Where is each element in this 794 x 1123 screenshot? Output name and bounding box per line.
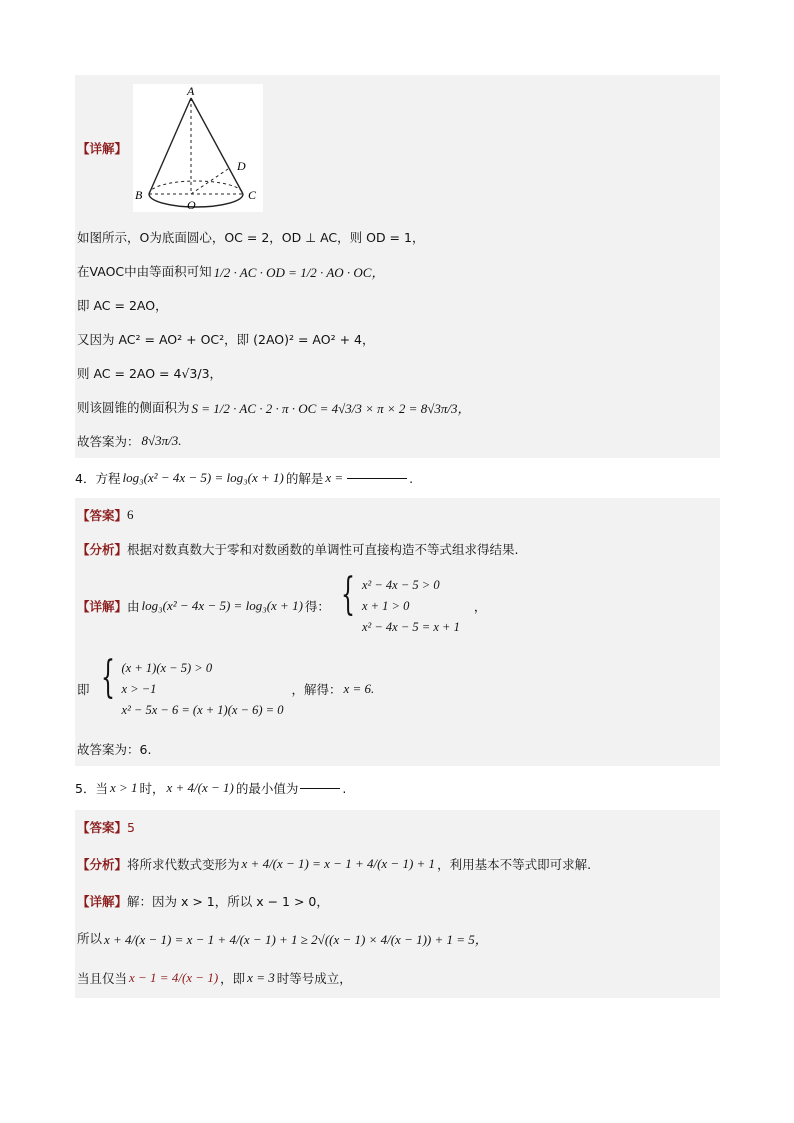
text: 的最小值为 [235,781,299,796]
math: x + 4/(x − 1) = x − 1 + 4/(x − 1) + 1 [241,856,436,871]
text: 解：因为 x > 1，所以 x − 1 > 0， [127,894,329,909]
q3-line-3: 即 AC = 2AO， [77,298,168,313]
system-row: x > −1 [121,681,157,696]
text: 5．当 [75,781,108,796]
q3-detail-block [75,75,720,458]
text: ， [473,599,487,614]
q4-answer-line [77,498,718,532]
system-row: x + 1 > 0 [361,598,410,613]
text: 4．方程 [75,471,121,486]
answer-value: 5 [127,819,135,835]
q3-line-2 [77,254,718,288]
detail-tag: 【详解】 [77,894,128,909]
math: 8√3π/3. [141,433,182,448]
analysis-tag: 【分析】 [77,542,128,557]
q5-detail-line-3 [77,958,718,998]
analysis-text: 根据对数真数大于零和对数函数的单调性可直接构造不等式组求得结果. [127,542,519,557]
math: x = [325,470,344,485]
text: 由 [127,599,140,614]
system-row: x² − 4x − 5 > 0 [361,577,440,592]
point-c-label: C [248,187,257,202]
answer-blank[interactable] [347,478,407,479]
text: ，即 [220,971,246,986]
math: S = 1/2 · AC · 2 · π · OC = 4√3/3 × π × 2 = 8√3π/3， [191,400,471,416]
math: log₃(x² − 4x − 5) = log₃(x + 1) [122,470,284,485]
text: . [342,780,347,796]
math: 1/2 · AC · OD = 1/2 · AO · OC， [213,264,385,280]
text: 时， [139,781,165,796]
text: 故答案为： [77,434,140,449]
q4-detail-line-3: 故答案为：6. [77,742,152,757]
math: x = 6. [343,681,375,696]
q5-detail-line-2 [77,918,718,958]
text: . [409,470,414,486]
text: 在VAOC中由等面积可知 [77,264,212,279]
q4-detail-line-2 [77,646,718,732]
math: x > 1 [109,780,138,795]
detail-tag: 【详解】 [77,140,128,156]
point-o-label: O [187,197,196,212]
q4-detail-line-1 [77,566,718,646]
q3-line-7 [77,424,718,458]
text: ，利用基本不等式即可求解. [437,857,592,872]
q3-line-1: 如图所示，O为底面圆心，OC = 2，OD ⊥ AC，则 OD = 1， [77,230,425,245]
equation-system-2: { (x + 1)(x − 5) > 0 x > −1 x² − 5x − 6 = (x + 1)(x − 6) = 0 [94,658,284,721]
cone-figure [133,84,263,212]
text: 则该圆锥的侧面积为 [77,400,190,415]
answer-value: 6 [127,507,134,522]
point-d-label: D [237,158,246,173]
q5-stem [75,766,720,810]
q5-analysis-line [77,844,718,884]
analysis-tag: 【分析】 [77,857,128,872]
point-a-label: A [187,83,195,98]
text: 将所求代数式变形为 [127,857,240,872]
math: x + 4/(x − 1) [166,780,234,795]
q4-solution-block [75,498,720,766]
text: 即 [77,682,90,697]
document-page [75,75,720,998]
q4-stem [75,458,720,498]
text: 得： [304,599,330,614]
answer-tag: 【答案】 [77,508,128,523]
system-row: x² − 5x − 6 = (x + 1)(x − 6) = 0 [121,702,284,717]
text: 的解是 [285,471,324,486]
system-row: x² − 4x − 5 = x + 1 [361,619,460,634]
text: 当且仅当 [77,971,128,986]
q4-analysis-line [77,532,718,566]
math: log₃(x² − 4x − 5) = log₃(x + 1) [141,598,303,613]
q5-solution-block [75,810,720,998]
text: 时等号成立， [276,971,352,986]
point-b-label: B [135,187,143,202]
q5-answer-line [77,810,718,844]
answer-tag: 【答案】 [77,820,128,835]
figure-row [77,75,718,220]
q5-detail-line-1 [77,884,718,918]
q3-line-5: 则 AC = 2AO = 4√3/3， [77,366,223,381]
equation-system-1: { x² − 4x − 5 > 0 x + 1 > 0 x² − 4x − 5 = x + 1 [334,575,460,638]
math: x = 3 [247,970,275,985]
q3-line-6 [77,390,718,424]
text: ，解得： [291,682,342,697]
math: x + 4/(x − 1) = x − 1 + 4/(x − 1) + 1 ≥ 2√((x − 1) × 4/(x − 1)) + 1 = 5， [104,931,488,947]
q3-line-4: 又因为 AC² = AO² + OC²，即 (2AO)² = AO² + 4， [77,332,375,347]
text: 所以 [77,931,103,946]
answer-blank[interactable] [300,788,340,789]
math: x − 1 = 4/(x − 1) [129,970,219,985]
detail-tag: 【详解】 [77,599,128,614]
system-row: (x + 1)(x − 5) > 0 [121,660,213,675]
